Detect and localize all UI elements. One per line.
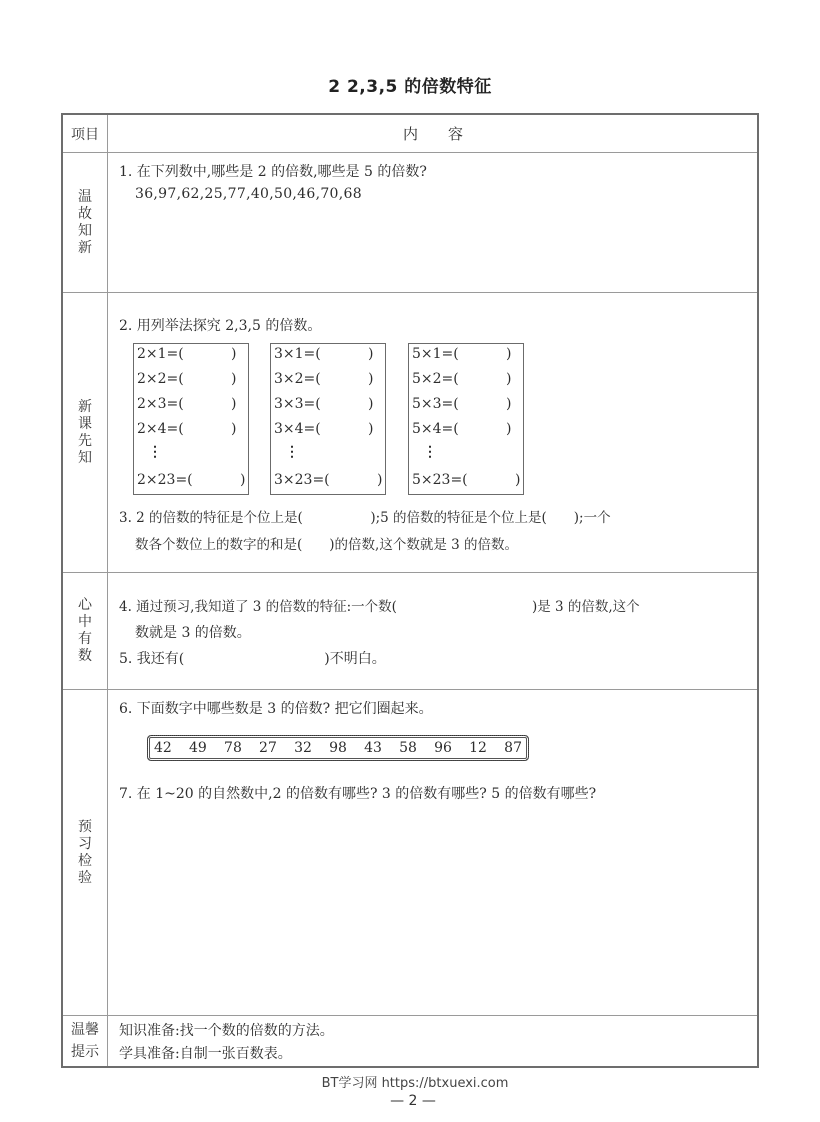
close-paren: ) bbox=[368, 421, 374, 437]
close-paren: ) bbox=[368, 346, 374, 362]
question-1: 1. 在下列数中,哪些是 2 的倍数,哪些是 5 的倍数? bbox=[119, 164, 427, 180]
multiples-of-3-box bbox=[270, 343, 386, 495]
question-5: 5. 我还有( )不明白。 bbox=[119, 651, 386, 667]
box2-line-3: 2×3=( bbox=[137, 396, 184, 412]
box5-line-2: 5×2=( bbox=[412, 371, 459, 387]
section-tips-label-text: 温馨提示 bbox=[71, 1022, 99, 1060]
close-paren: ) bbox=[231, 421, 237, 437]
close-paren: ) bbox=[515, 472, 521, 488]
number-item[interactable]: 98 bbox=[329, 740, 347, 756]
box5-line-4: 5×4=( bbox=[412, 421, 459, 437]
worksheet-table bbox=[61, 113, 759, 1068]
box5-line-3: 5×3=( bbox=[412, 396, 459, 412]
close-paren: ) bbox=[231, 396, 237, 412]
box3-line-2: 3×2=( bbox=[274, 371, 321, 387]
number-item[interactable]: 78 bbox=[224, 740, 242, 756]
tip-tools: 学具准备:自制一张百数表。 bbox=[119, 1046, 292, 1062]
question-3-line-1: 3. 2 的倍数的特征是个位上是( );5 的倍数的特征是个位上是( );一个 bbox=[119, 510, 611, 526]
box5-line-23: 5×23=( bbox=[412, 472, 468, 488]
number-item[interactable]: 43 bbox=[364, 740, 382, 756]
close-paren: ) bbox=[506, 371, 512, 387]
close-paren: ) bbox=[506, 421, 512, 437]
section-self-check-content bbox=[109, 573, 757, 689]
box2-ellipsis: ⋮ bbox=[148, 444, 162, 460]
header-col1-text: 项目 bbox=[71, 126, 99, 143]
section-new-lesson-label bbox=[63, 293, 108, 572]
section-tips-label bbox=[63, 1016, 108, 1066]
question-4-line-1: 4. 通过预习,我知道了 3 的倍数的特征:一个数( )是 3 的倍数,这个 bbox=[119, 599, 640, 615]
box3-ellipsis: ⋮ bbox=[285, 444, 299, 460]
box3-line-3: 3×3=( bbox=[274, 396, 321, 412]
close-paren: ) bbox=[231, 371, 237, 387]
box3-line-1: 3×1=( bbox=[274, 346, 321, 362]
section-review bbox=[63, 152, 757, 292]
number-item[interactable]: 87 bbox=[504, 740, 522, 756]
section-new-lesson bbox=[63, 292, 757, 572]
section-new-lesson-label-text: 新课先知 bbox=[78, 398, 92, 466]
section-preview-test-label-text: 预习检验 bbox=[78, 818, 92, 886]
box3-line-23: 3×23=( bbox=[274, 472, 330, 488]
section-tips-content bbox=[109, 1016, 757, 1066]
question-3-line-2: 数各个数位上的数字的和是( )的倍数,这个数就是 3 的倍数。 bbox=[135, 537, 518, 553]
close-paren: ) bbox=[377, 472, 383, 488]
close-paren: ) bbox=[506, 346, 512, 362]
close-paren: ) bbox=[240, 472, 246, 488]
number-item[interactable]: 42 bbox=[154, 740, 172, 756]
section-preview-test-label bbox=[63, 690, 108, 1015]
header-col2-text: 内 容 bbox=[402, 125, 463, 143]
box2-line-23: 2×23=( bbox=[137, 472, 193, 488]
section-new-lesson-content bbox=[109, 293, 757, 572]
close-paren: ) bbox=[506, 396, 512, 412]
question-2: 2. 用列举法探究 2,3,5 的倍数。 bbox=[119, 318, 322, 334]
box5-ellipsis: ⋮ bbox=[423, 444, 437, 460]
number-item[interactable]: 58 bbox=[399, 740, 417, 756]
multiples-of-5-box bbox=[408, 343, 524, 495]
box2-line-1: 2×1=( bbox=[137, 346, 184, 362]
section-self-check-label bbox=[63, 573, 108, 689]
header-item-label bbox=[63, 115, 108, 152]
section-review-content bbox=[109, 153, 757, 292]
question-7: 7. 在 1~20 的自然数中,2 的倍数有哪些? 3 的倍数有哪些? 5 的倍数有哪些? bbox=[119, 786, 597, 802]
section-review-label-text: 温故知新 bbox=[78, 188, 92, 256]
header-content-cell bbox=[109, 115, 757, 152]
question-1-numbers: 36,97,62,25,77,40,50,46,70,68 bbox=[135, 186, 362, 202]
close-paren: ) bbox=[368, 371, 374, 387]
section-self-check-label-text: 心中有数 bbox=[78, 597, 92, 664]
tip-knowledge: 知识准备:找一个数的倍数的方法。 bbox=[119, 1023, 334, 1039]
number-band bbox=[147, 735, 529, 761]
section-self-check bbox=[63, 572, 757, 689]
number-item[interactable]: 12 bbox=[469, 740, 487, 756]
page-title: 2 2,3,5 的倍数特征 bbox=[328, 77, 492, 97]
number-item[interactable]: 96 bbox=[434, 740, 452, 756]
box2-line-4: 2×4=( bbox=[137, 421, 184, 437]
table-header-row bbox=[63, 115, 757, 152]
section-review-label bbox=[63, 153, 108, 292]
section-preview-test-content bbox=[109, 690, 757, 1015]
close-paren: ) bbox=[368, 396, 374, 412]
box2-line-2: 2×2=( bbox=[137, 371, 184, 387]
box3-line-4: 3×4=( bbox=[274, 421, 321, 437]
box5-line-1: 5×1=( bbox=[412, 346, 459, 362]
question-6: 6. 下面数字中哪些数是 3 的倍数? 把它们圈起来。 bbox=[119, 701, 433, 717]
answer-area[interactable] bbox=[119, 810, 747, 1005]
number-item[interactable]: 49 bbox=[189, 740, 207, 756]
page-number: — 2 — bbox=[390, 1093, 436, 1109]
question-4-line-2: 数就是 3 的倍数。 bbox=[135, 625, 251, 641]
multiples-of-2-box bbox=[133, 343, 249, 495]
section-preview-test bbox=[63, 689, 757, 1015]
section-tips bbox=[63, 1015, 757, 1066]
number-item[interactable]: 32 bbox=[294, 740, 312, 756]
close-paren: ) bbox=[231, 346, 237, 362]
number-item[interactable]: 27 bbox=[259, 740, 277, 756]
footer-site: BT学习网 https://btxuexi.com bbox=[321, 1076, 509, 1091]
